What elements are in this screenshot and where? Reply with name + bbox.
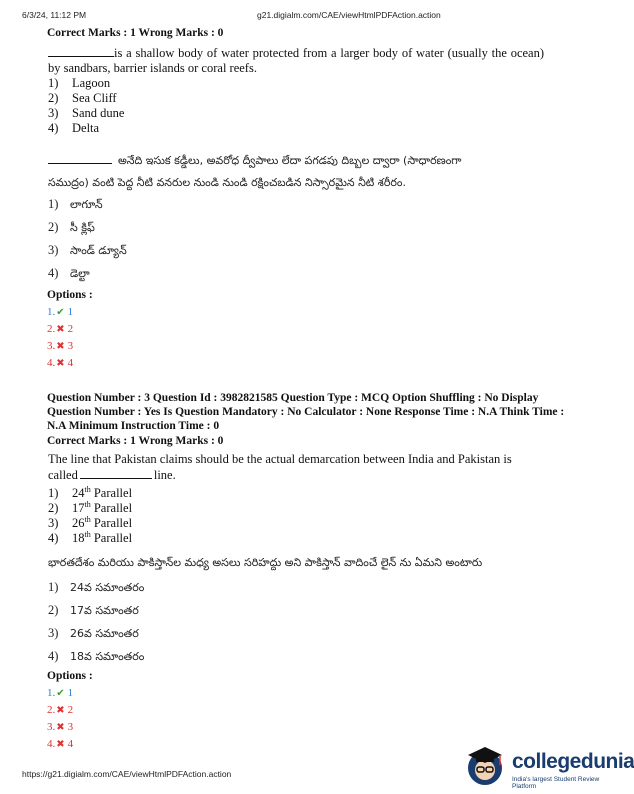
answer-blank-te [48,152,112,164]
q2-option-te-4: 4) డెల్టా [48,266,90,280]
q3-option-en-4: 4) 18th Parallel [48,530,133,546]
q3-text-te: భారతదేశం మరియు పాకిస్తాన్‌ల మధ్య అసలు సరిహద్దు అని పాకిస్తాన్ వాదించే లైన్ ను ఏమని అంటారు [48,556,483,569]
q3-meta-line1: Question Number : 3 Question Id : 3982821585 Question Type : MCQ Option Shuffling : No Display [47,392,539,404]
q3-options-heading: Options : [47,670,93,682]
print-url: g21.digialm.com/CAE/viewHtmlPDFAction.action [257,10,441,20]
cross-icon: ✖ [56,722,65,733]
q3-meta-line2: Question Number : Yes Is Question Mandatory : No Calculator : None Response Time : N.A Think Time : [47,406,565,418]
q3-option-en-2: 2) 17th Parallel [48,500,133,516]
collegedunia-logo-icon [462,743,508,794]
q2-text-te-line2: సముద్రం) వంటి పెద్ద నీటి వనరుల నుండి నుండి రక్షించబడిన నిస్సారమైన నీటి శరీరం. [48,176,406,189]
q3-meta-line3: N.A Minimum Instruction Time : 0 [47,420,220,432]
q3-marks: Correct Marks : 1 Wrong Marks : 0 [47,435,224,447]
q3-text-en-line1: The line that Pakistan claims should be the actual demarcation between India and Pakistan is [48,452,512,466]
q3-answer-1: 1.✔ 1 [47,687,74,699]
q2-option-en-3: 3) Sand dune [48,106,125,120]
q3-option-te-4: 4) 18వ సమాంతరం [48,649,145,663]
q2-answer-4: 4.✖ 4 [47,357,74,369]
q2-text-en: is a shallow body of water protected from a larger body of water (usually the ocean) by sandbars, barrier islands or coral reefs. [48,46,544,75]
q3-text-en-line2: called line. [48,468,176,482]
cross-icon: ✖ [56,358,65,369]
brand-name: collegedunia [512,750,634,773]
q2-answer-3: 3.✖ 3 [47,340,74,352]
check-icon: ✔ [56,688,65,699]
q3-option-en-3: 3) 26th Parallel [48,515,133,531]
q2-options-heading: Options : [47,289,93,301]
q2-answer-2: 2.✖ 2 [47,323,74,335]
answer-blank [80,467,152,479]
q3-answer-4: 4.✖ 4 [47,738,74,750]
q2-option-en-4: 4) Delta [48,121,100,135]
check-icon: ✔ [56,307,65,318]
q2-option-en-2: 2) Sea Cliff [48,91,117,105]
footer-url: https://g21.digialm.com/CAE/viewHtmlPDFAction.action [22,769,232,779]
cross-icon: ✖ [56,341,65,352]
q2-answer-1: 1.✔ 1 [47,306,74,318]
q3-option-te-2: 2) 17వ సమాంతర [48,603,139,617]
cross-icon: ✖ [56,324,65,335]
answer-blank [48,45,114,57]
q2-text-te-line1: అనేది ఇసుక కడ్డీలు, అవరోధ ద్వీపాలు లేదా పగడపు దిబ్బల ద్వారా (సాధారణంగా [48,152,563,170]
q2-option-en-1: 1) Lagoon [48,76,111,90]
q3-answer-3: 3.✖ 3 [47,721,74,733]
q3-answer-2: 2.✖ 2 [47,704,74,716]
cross-icon: ✖ [56,739,65,750]
q3-option-en-1: 1) 24th Parallel [48,485,133,501]
q2-option-te-3: 3) సాండ్ డ్యూన్ [48,243,127,257]
q3-option-te-3: 3) 26వ సమాంతర [48,626,139,640]
cross-icon: ✖ [56,705,65,716]
q3-option-te-1: 1) 24వ సమాంతరం [48,580,145,594]
q2-marks: Correct Marks : 1 Wrong Marks : 0 [47,27,224,39]
q2-option-te-2: 2) సీ క్లిఫ్ [48,220,95,234]
q2-option-te-1: 1) లాగూన్ [48,197,103,211]
print-datetime: 6/3/24, 11:12 PM [22,10,87,20]
brand-tagline: India's largest Student Review Platform [512,776,600,790]
